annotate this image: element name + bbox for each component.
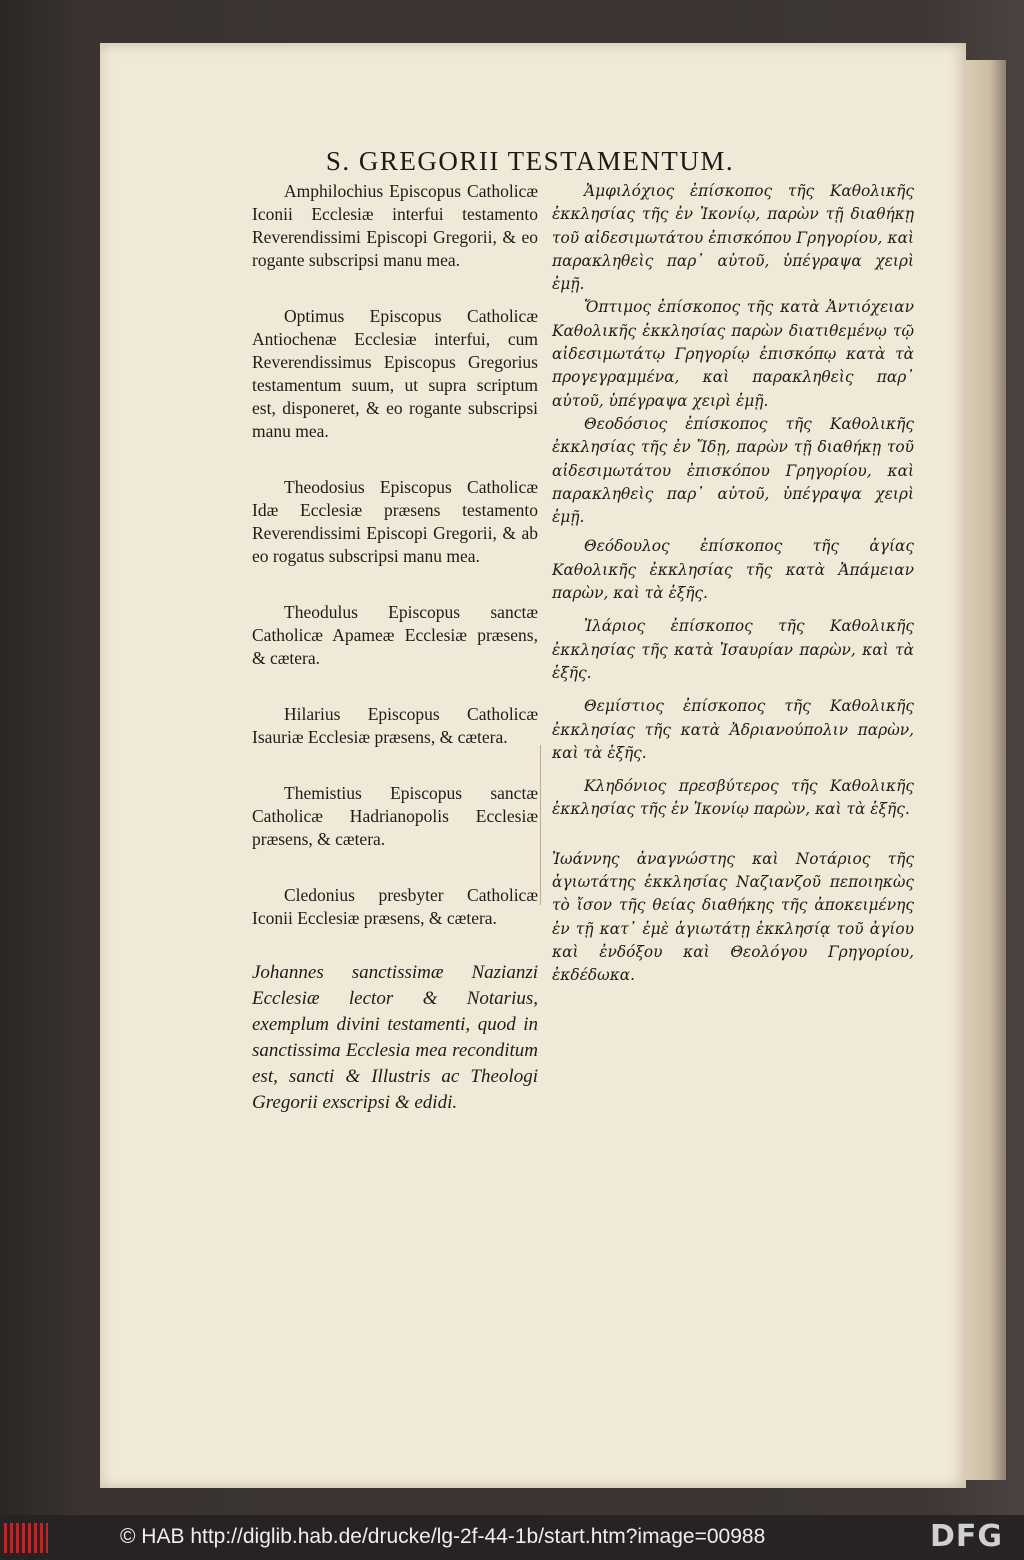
page-header: S. GREGORII TESTAMENTUM.	[325, 146, 735, 176]
dfg-logo: DFG	[930, 1519, 1004, 1554]
latin-paragraph: Theodosius Episcopus Catholicæ Idæ Ecclesiæ præsens testamento Reverendissimi Episcopi Gregorii, & ab eo rogatus subscripsi manu mea.	[252, 477, 538, 566]
greek-paragraph: Ἰλάριος ἐπίσκοπος τῆς Καθολικῆς ἐκκλησίας τῆς κατὰ Ἰσαυρίαν παρὼν, καὶ τὰ ἑξῆς.	[552, 617, 914, 682]
latin-paragraph: Amphilochius Episcopus Catholicæ Iconii Ecclesiæ interfui testamento Reverendissimi Episcopi Gregorii, & eo rogante subscripsi manu mea.	[252, 181, 538, 270]
greek-paragraph: Θεοδόσιος ἐπίσκοπος τῆς Καθολικῆς ἐκκλησίας τῆς ἐν Ἴδῃ, παρὼν τῇ διαθήκῃ τοῦ αἰδεσιμωτάτου ἐπισκόπου Γρηγορίου, καὶ παρακληθεὶς παρ᾽ αὐτοῦ, ὑπέγραψα χειρὶ ἐμῇ.	[552, 414, 914, 527]
greek-paragraph: Ἀμφιλόχιος ἐπίσκοπος τῆς Καθολικῆς ἐκκλησίας τῆς ἐν Ἰκονίῳ, παρὼν τῇ διαθήκῃ τοῦ αἰδεσιμωτάτου ἐπισκόπου Γρηγορίου, καὶ παρακληθεὶς παρ᾽ αὐτοῦ, ὑπέγραψα χειρὶ ἐμῇ.	[552, 182, 914, 294]
greek-paragraph: Κληδόνιος πρεσβύτερος τῆς Καθολικῆς ἐκκλησίας τῆς ἐν Ἰκονίῳ παρὼν, καὶ τὰ ἑξῆς.	[552, 777, 914, 819]
latin-paragraph: Cledonius presbyter Catholicæ Iconii Ecclesiæ præsens, & cætera.	[252, 885, 538, 928]
barcode-icon	[4, 1523, 48, 1553]
latin-column	[252, 180, 538, 1116]
latin-paragraph: Theodulus Episcopus sanctæ Catholicæ Apameæ Ecclesiæ præsens, & cætera.	[252, 602, 538, 668]
latin-paragraph: Optimus Episcopus Catholicæ Antiochenæ Ecclesiæ interfui, cum Reverendissimus Episcopus Gregorius testamentum suum, ut supra scriptum est, disponeret, & eo rogante subscripsi manu mea.	[252, 306, 538, 441]
greek-column	[552, 180, 914, 988]
latin-paragraph: Hilarius Episcopus Catholicæ Isauriæ Ecclesiæ præsens, & cætera.	[252, 704, 538, 747]
greek-paragraph: Θεμίστιος ἐπίσκοπος τῆς Καθολικῆς ἐκκλησίας τῆς κατὰ Ἀδριανούπολιν παρὼν, καὶ τὰ ἑξῆς.	[552, 697, 914, 762]
latin-paragraph: Themistius Episcopus sanctæ Catholicæ Hadrianopolis Ecclesiæ præsens, & cætera.	[252, 783, 538, 849]
column-rule	[540, 745, 541, 905]
greek-notary-note: Ἰωάννης ἀναγνώστης καὶ Νοτάριος τῆς ἁγιωτάτης ἐκκλησίας Ναζιανζοῦ πεποιηκὼς τὸ ἴσον τῆς θείας διαθήκης τῆς ἀποκειμένης ἐν τῇ κατ᾽ ἐμὲ ἁγιωτάτῃ ἐκκλησίᾳ τοῦ ἁγίου καὶ ἐνδόξου καὶ Θεολόγου Γρηγορίου, ἐκδέδωκα.	[552, 849, 914, 985]
copyright-url[interactable]: © HAB http://diglib.hab.de/drucke/lg-2f-44-1b/start.htm?image=00988	[120, 1525, 766, 1548]
facing-page-edge	[966, 60, 1006, 1480]
greek-paragraph: Ὄπτιμος ἐπίσκοπος τῆς κατὰ Ἀντιόχειαν Καθολικῆς ἐκκλησίας παρὼν διατιθεμένῳ τῷ αἰδεσιμωτάτῳ Γρηγορίῳ ἐπισκόπῳ κατὰ τὰ προγεγραμμένα, καὶ παρακληθεὶς παρ᾽ αὐτοῦ, ὑπέγραψα χειρὶ ἐμῇ.	[552, 298, 914, 410]
latin-notary-note: Johannes sanctissimæ Nazianzi Ecclesiæ lector & Notarius, exemplum divini testamenti, quod in sanctissima Ecclesia mea reconditum est, sancti & Illustris ac Theologi Gregorii exscripsi & edidi.	[252, 962, 538, 1113]
greek-paragraph: Θεόδουλος ἐπίσκοπος τῆς ἁγίας Καθολικῆς ἐκκλησίας τῆς κατὰ Ἀπάμειαν παρὼν, καὶ τὰ ἑξῆς.	[552, 537, 914, 603]
